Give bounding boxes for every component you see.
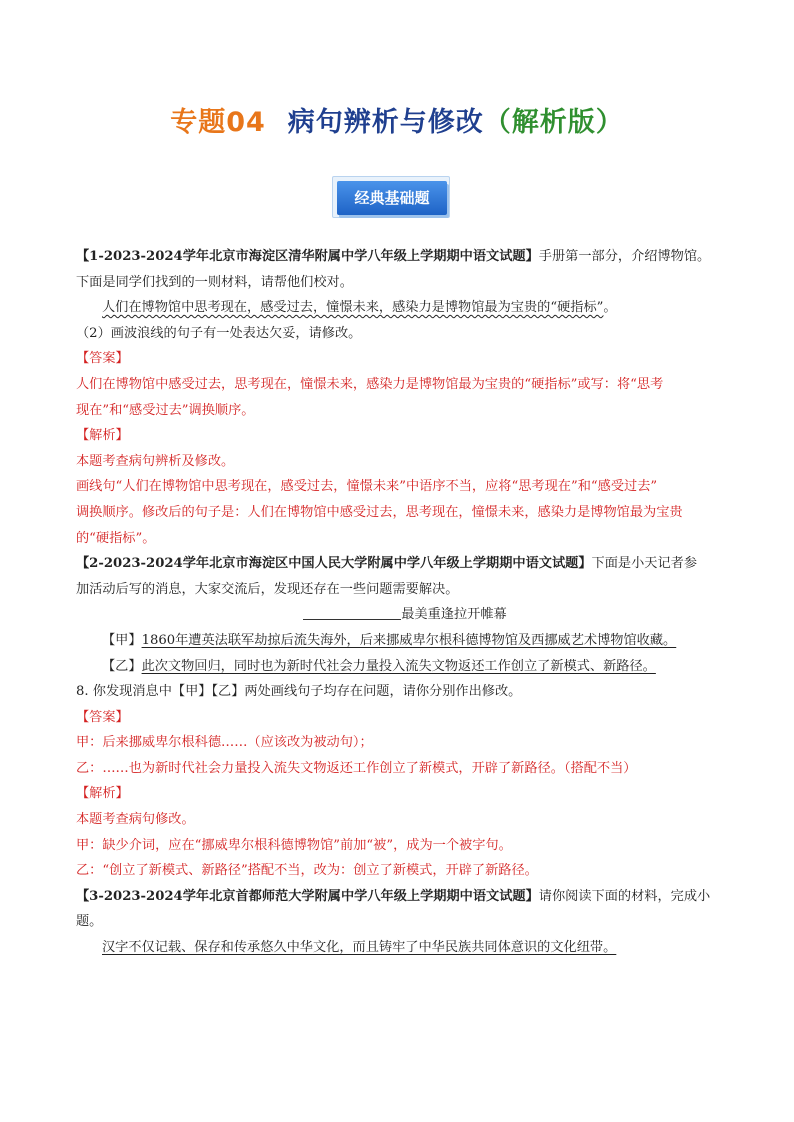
- q1-answer-line-1: 人们在博物馆中感受过去，思考现在，憧憬未来，感染力是博物馆最为宝贵的“硬指标”或写：将“思考: [76, 376, 664, 392]
- title-topic-name: 病句辨析与修改: [287, 107, 484, 138]
- q1-sentence-line: [76, 295, 734, 321]
- title-topic-number: 专题04: [170, 107, 266, 138]
- q1-sentence-end: 。: [603, 300, 617, 316]
- q1-analysis-label: 【解析】: [76, 428, 129, 444]
- q2-answer-line-2: 乙：……也为新时代社会力量投入流失文物返还工作创立了新模式，开辟了新路径。（搭配不当）: [76, 760, 637, 776]
- q2-jia-label: 【甲】: [102, 632, 142, 648]
- q2-headline-line: [76, 602, 734, 628]
- q2-yi-label: 【乙】: [102, 658, 142, 674]
- q2-jia-text: 1860年遭英法联军劫掠后流失海外，后来挪威卑尔根科德博物馆及西挪威艺术博物馆收藏。: [141, 632, 677, 648]
- q2-intro-b: 加活动后写的消息，大家交流后，发现还存在一些问题需要解决。: [76, 581, 459, 597]
- document-body: [76, 244, 734, 961]
- q1-source-line: [76, 244, 734, 270]
- section-badge-label: 经典基础题: [337, 181, 447, 215]
- q1-answer-label: 【答案】: [76, 351, 129, 367]
- q2-headline-blank: [303, 605, 401, 620]
- q1-intro-a: 手册第一部分，介绍博物馆。: [538, 249, 711, 264]
- q1-analysis-line-3: 调换顺序。修改后的句子是：人们在博物馆中感受过去，思考现在，憧憬未来，感染力是博物馆最为宝贵: [76, 504, 683, 520]
- q2-analysis-line-3: 乙：“创立了新模式、新路径”搭配不当，改为：创立了新模式，开辟了新路径。: [76, 863, 538, 879]
- section-badge: [332, 176, 452, 218]
- q3-sentence: 汉字不仅记载、保存和传承悠久中华文化，而且铸牢了中华民族共同体意识的文化纽带。: [102, 940, 617, 956]
- title-edition: （解析版）: [483, 107, 624, 138]
- q1-answer-line-2: 现在”和“感受过去”调换顺序。: [76, 402, 255, 418]
- q2-answer-line-1: 甲：后来挪威卑尔根科德……（应该改为被动句）；: [76, 735, 373, 751]
- q2-analysis-line-1: 本题考查病句修改。: [76, 812, 195, 828]
- q1-source: 【1-2023-2024学年北京市海淀区清华附属中学八年级上学期期中语文试题】: [76, 249, 539, 264]
- q2-source-line: [76, 551, 734, 577]
- q1-wavy-sentence: 人们在博物馆中思考现在，感受过去，憧憬未来，感染力是博物馆最为宝贵的“硬指标”: [102, 300, 604, 316]
- q1-analysis-line-4: 的“硬指标”。: [76, 530, 156, 546]
- q2-analysis-label: 【解析】: [76, 786, 129, 802]
- q2-jia-line: [76, 628, 734, 654]
- q2-intro-a: 下面是小天记者参: [591, 556, 698, 572]
- q2-yi-text: 此次文物回归，同时也为新时代社会力量投入流失文物返还工作创立了新模式、新路径。: [141, 658, 656, 674]
- q1-analysis-line-1: 本题考查病句辨析及修改。: [76, 453, 235, 469]
- q2-question: 8. 你发现消息中【甲】【乙】两处画线句子均存在问题，请你分别作出修改。: [76, 684, 522, 700]
- page-title: [0, 100, 794, 139]
- q3-sentence-line: [76, 935, 734, 961]
- q3-intro-b: 题。: [76, 914, 103, 930]
- q3-source: 【3-2023-2024学年北京首都师范大学附属中学八年级上学期期中语文试题】: [76, 888, 539, 904]
- q2-answer-label: 【答案】: [76, 709, 129, 725]
- q2-headline: 最美重逢拉开帷幕: [401, 607, 507, 623]
- q2-yi-line: [76, 654, 734, 680]
- q2-source: 【2-2023-2024学年北京市海淀区中国人民大学附属中学八年级上学期期中语文试题】: [76, 556, 592, 572]
- q2-analysis-line-2: 甲：缺少介词，应在“挪威卑尔根科德博物馆”前加“被”，成为一个被字句。: [76, 837, 512, 853]
- q1-intro-b: 下面是同学们找到的一则材料，请帮他们校对。: [76, 274, 353, 290]
- q1-question: （2）画波浪线的句子有一处表达欠妥，请修改。: [76, 325, 362, 341]
- q3-source-line: [76, 884, 734, 910]
- q3-intro-a: 请你阅读下面的材料，完成小: [538, 888, 711, 904]
- q1-analysis-line-2: 画线句“人们在博物馆中思考现在，感受过去，憧憬未来”中语序不当，应将“思考现在”和“感受过去”: [76, 479, 658, 495]
